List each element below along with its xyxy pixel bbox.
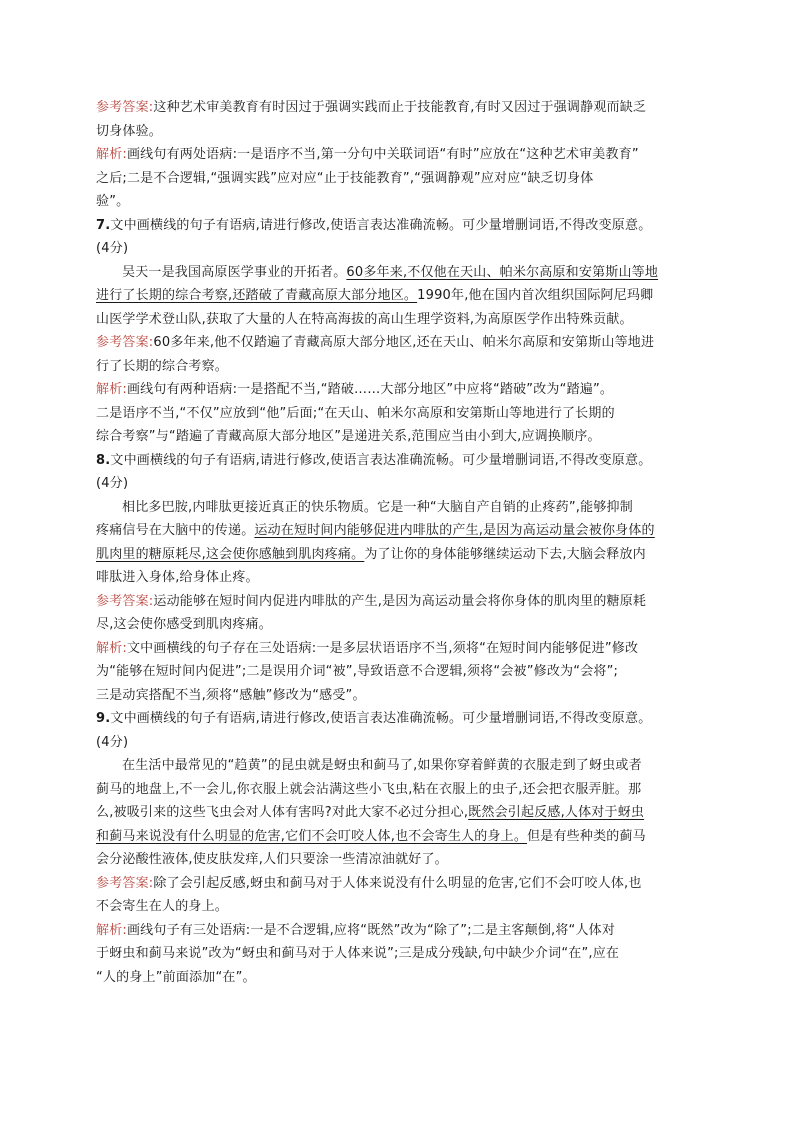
text-run: 蓟马的地盘上,不一会儿,你衣服上就会沾满这些小飞虫,粘在衣服上的虫子,还会把衣服弄脏。那 <box>96 781 642 797</box>
text-run: 60多年来,他不仅踏遍了青藏高原大部分地区,还在天山、帕米尔高原和安第斯山等地进 <box>153 335 655 350</box>
text-run: 文中画横线的句子有语病,请进行修改,使语言表达准确流畅。可少量增删词语,不得改变原意。 <box>110 711 652 726</box>
underlined-sentence: 既然会引起反感,人体对于蚜虫 <box>468 805 645 820</box>
text-line <box>96 778 700 802</box>
text-line <box>96 754 700 778</box>
text-line <box>96 331 700 355</box>
question-number: 8. <box>96 452 111 468</box>
answer-label: 参考答案: <box>96 335 154 350</box>
text-line <box>96 143 700 167</box>
text-line <box>96 566 700 590</box>
text-run: 会分泌酸性液体,使皮肤发痒,人们只要涂一些清凉油就好了。 <box>96 852 448 867</box>
text-run: (4分) <box>96 734 129 750</box>
text-run: 么,被吸引来的这些飞虫会对人体有害吗?对此大家不必过分担心, <box>96 805 469 820</box>
text-run: 为“能够在短时间内促进”;二是误用介词“被”,导致语意不合逻辑,须将“会被”修改为“会将”; <box>96 664 619 679</box>
text-line <box>96 402 700 426</box>
text-line <box>96 966 700 990</box>
text-run: 不会寄生在人的身上。 <box>96 899 229 914</box>
text-run: 疼痛信号在大脑中的传递。 <box>96 523 255 538</box>
text-run: 文中画横线的句子有语病,请进行修改,使语言表达准确流畅。可少量增删词语,不得改变原意。 <box>110 217 652 233</box>
text-line <box>96 284 700 308</box>
analysis-label: 解析: <box>96 922 127 938</box>
text-line <box>96 942 700 966</box>
text-line <box>96 496 700 520</box>
text-line <box>96 472 700 496</box>
text-run: 吴天一是我国高原医学事业的开拓者。 <box>122 264 347 280</box>
text-run: 验”。 <box>96 194 130 209</box>
text-line <box>96 96 700 120</box>
text-line <box>96 355 700 379</box>
underlined-sentence: 和蓟马来说没有什么明显的危害,它们不会叮咬人体,也不会寄生人的身上。 <box>96 828 528 844</box>
text-line <box>96 707 700 731</box>
text-line <box>96 237 700 261</box>
text-run: (4分) <box>96 476 129 491</box>
text-line <box>96 449 700 473</box>
underlined-sentence: 肌肉里的糖原耗尽,这会使你感触到肌肉疼痛。 <box>96 546 365 562</box>
question-number: 9. <box>96 711 111 726</box>
text-line <box>96 190 700 214</box>
text-line <box>96 684 700 708</box>
answer-label: 参考答案: <box>96 100 154 115</box>
text-line <box>96 590 700 614</box>
text-run: 除了会引起反感,蚜虫和蓟马对于人体来说没有什么明显的危害,它们不会叮咬人体,也 <box>153 875 642 891</box>
text-line <box>96 848 700 872</box>
text-run: 但是有些种类的蓟马 <box>527 828 646 844</box>
text-run: 综合考察”与“踏遍了青藏高原大部分地区”是递进关系,范围应当由小到大,应调换顺序。 <box>96 429 601 444</box>
underlined-sentence: 进行了长期的综合考察,还踏破了青藏高原大部分地区。 <box>96 288 418 303</box>
document-page <box>96 96 700 989</box>
text-run: 画线句有两处语病:一是语序不当,第一分句中关联词语“有时”应放在“这种艺术审美教育” <box>126 147 639 162</box>
text-run: 为了让你的身体能够继续运动下去,大脑会释放内 <box>364 546 646 562</box>
text-run: “人的身上”前面添加“在”。 <box>96 969 256 985</box>
text-run: 运动能够在短时间内促进内啡肽的产生,是因为高运动量会将你身体的肌肉里的糖原耗 <box>153 593 647 609</box>
text-line <box>96 425 700 449</box>
text-line <box>96 872 700 896</box>
answer-label: 参考答案: <box>96 593 154 609</box>
question-number: 7. <box>96 217 111 233</box>
answer-label: 参考答案: <box>96 875 154 891</box>
underlined-sentence: 60多年来,不仅他在天山、帕米尔高原和安第斯山等地 <box>346 264 659 280</box>
text-line <box>96 731 700 755</box>
text-run: 二是语序不当,“不仅”应放到“他”后面;“在天山、帕米尔高原和安第斯山等地进行了长期的 <box>96 405 615 421</box>
text-line <box>96 637 700 661</box>
text-run: 尽,这会使你感受到肌肉疼痛。 <box>96 617 272 632</box>
text-run: 1990年,他在国内首次组织国际阿尼玛卿 <box>417 288 654 303</box>
underlined-sentence: 运动在短时间内能够促进内啡肽的产生,是因为高运动量会被你身体的 <box>254 523 655 538</box>
text-line <box>96 895 700 919</box>
text-run: (4分) <box>96 241 129 256</box>
text-line <box>96 120 700 144</box>
text-line <box>96 519 700 543</box>
text-line <box>96 919 700 943</box>
text-run: 山医学学术登山队,获取了大量的人在特高海拔的高山生理学资料,为高原医学作出特殊贡献。 <box>96 311 633 327</box>
text-run: 文中画横线的句子有语病,请进行修改,使语言表达准确流畅。可少量增删词语,不得改变原意。 <box>110 452 652 468</box>
text-line <box>96 543 700 567</box>
text-run: 啡肽进入身体,给身体止疼。 <box>96 570 259 585</box>
text-run: 画线句子有三处语病:一是不合逻辑,应将“既然”改为“除了”;二是主客颠倒,将“人体对 <box>126 922 616 938</box>
text-run: 之后;二是不合逻辑,“强调实践”应对应“止于技能教育”,“强调静观”应对应“缺乏切身体 <box>96 170 594 186</box>
text-run: 三是动宾搭配不当,须将“感触”修改为“感受”。 <box>96 687 366 703</box>
text-line <box>96 660 700 684</box>
analysis-label: 解析: <box>96 147 127 162</box>
text-run: 这种艺术审美教育有时因过于强调实践而止于技能教育,有时又因过于强调静观而缺乏 <box>153 100 647 115</box>
text-line <box>96 261 700 285</box>
text-run: 相比多巴胺,内啡肽更接近真正的快乐物质。它是一种“大脑自产自销的止疼药”,能够抑制 <box>122 499 633 515</box>
analysis-label: 解析: <box>96 640 127 656</box>
text-run: 在生活中最常见的“趋黄”的昆虫就是蚜虫和蓟马了,如果你穿着鲜黄的衣服走到了蚜虫或者 <box>122 758 642 773</box>
text-run: 画线句有两种语病:一是搭配不当,“踏破……大部分地区”中应将“踏破”改为“踏遍”。 <box>126 382 614 397</box>
text-line <box>96 801 700 825</box>
text-run: 于蚜虫和蓟马来说”改为“蚜虫和蓟马对于人体来说”;三是成分残缺,句中缺少介词“在”,应在 <box>96 946 620 961</box>
text-line <box>96 613 700 637</box>
text-line <box>96 167 700 191</box>
text-run: 文中画横线的句子存在三处语病:一是多层状语语序不当,须将“在短时间内能够促进”修改 <box>126 640 639 656</box>
text-line <box>96 214 700 238</box>
analysis-label: 解析: <box>96 382 127 397</box>
text-line <box>96 378 700 402</box>
text-run: 切身体验。 <box>96 123 163 139</box>
text-run: 行了长期的综合考察。 <box>96 358 229 374</box>
text-line <box>96 825 700 849</box>
text-line <box>96 308 700 332</box>
